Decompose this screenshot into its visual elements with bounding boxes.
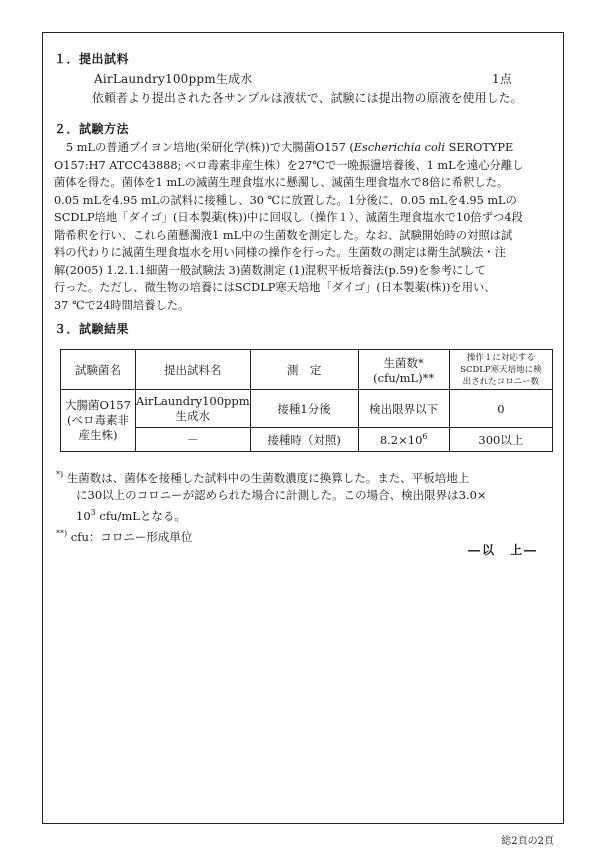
section-3-heading: ３．試験結果 xyxy=(54,322,130,336)
sample-count: 1点 xyxy=(492,72,513,86)
method-line: 解(2005) 1.2.1.1細菌一般試験法 3)菌数測定 (1)混釈平板培養法(p.59)を参考にして xyxy=(54,263,486,277)
method-line: 0.05 mLを4.95 mLの試料に接種し、30 ℃に放置した。1分後に、0.05 mLを4.95 mLの xyxy=(54,193,517,207)
sample-cell xyxy=(135,390,250,428)
test-method-paragraph xyxy=(54,139,552,314)
strain-line: 大腸菌O157 xyxy=(65,398,131,412)
section-2-heading: ２．試験方法 xyxy=(54,122,130,136)
header-count-label: 生菌数* xyxy=(383,355,424,370)
notes-block xyxy=(56,466,552,545)
strain-cell xyxy=(61,390,136,452)
count-cell: 検出限界以下 xyxy=(358,390,449,428)
header-colony-count xyxy=(449,350,552,390)
sample-line: AirLaundry100ppm xyxy=(135,393,250,408)
method-line: 階希釈を行い、これら菌懸濁液1 mL中の生菌数を測定した。なお、試験開始時の対照は試 xyxy=(54,228,513,242)
sample-name: AirLaundry100ppm生成水 xyxy=(94,72,253,86)
note-2-mark: **) xyxy=(56,528,68,538)
sample-line: 生成水 xyxy=(175,408,211,423)
table-row xyxy=(61,390,553,428)
header-count-unit: (cfu/mL)** xyxy=(373,370,435,385)
strain-line: (ベロ毒素非 xyxy=(66,413,129,427)
header-colony-line: 操作１に対応する xyxy=(466,352,535,363)
count-base: 8.2×10 xyxy=(379,432,423,447)
header-colony-line: SCDLP寒天培地に検 xyxy=(460,364,542,375)
note-2-line: **) cfu：コロニー形成単位 xyxy=(56,528,193,544)
note-1-line: に30以上のコロニーが認められた場合に計測した。この場合、検出限界は3.0× xyxy=(76,487,487,502)
header-strain: 試験菌名 xyxy=(61,350,136,390)
header-viable-count xyxy=(358,350,449,390)
sample-description: 依頼者より提出された各サンプルは液状で、試験には提出物の原液を使用した。 xyxy=(92,91,523,105)
end-mark: ―以 上― xyxy=(467,543,538,557)
method-line: 菌体を得た。菌体を1 mLの滅菌生理食塩水に懸濁し、滅菌生理食塩水で8倍に希釈した。 xyxy=(54,176,509,189)
strain-line: 産生株) xyxy=(78,428,118,442)
colony-cell: 300以上 xyxy=(449,428,552,452)
section-1-heading: １．提出試料 xyxy=(54,52,130,66)
note-1-mark: *) xyxy=(56,470,64,479)
header-sample: 提出試料名 xyxy=(135,350,250,390)
header-colony-line: 出されたコロニー数 xyxy=(462,376,540,387)
note-1-line: *) 生菌数は、菌体を接種した試料中の生菌数濃度に換算した。また、平板培地上 xyxy=(56,470,470,485)
method-line: 5 mLの普通ブイヨン培地(栄研化学(株))で大腸菌O157 (Escherichia coli SEROTYPE xyxy=(66,141,514,154)
count-exponent: 6 xyxy=(422,432,428,442)
method-line: 料の代わりに滅菌生理食塩水を用い同様の操作を行った。生菌数の測定は衛生試験法・注 xyxy=(54,246,506,259)
measure-cell: 接種時（対照) xyxy=(250,428,358,452)
method-line: 37 ℃で24時間培養した。 xyxy=(54,298,190,312)
header-measure: 測 定 xyxy=(250,350,358,390)
method-line: O157:H7 ATCC43888; ベロ毒素非産生株）を27℃で一晩振盪培養後、1 mLを遠心分離し xyxy=(54,158,524,172)
colony-cell: 0 xyxy=(449,390,552,428)
measure-cell: 接種1分後 xyxy=(250,390,358,428)
page-number: 総2頁の2頁 xyxy=(501,836,554,847)
method-line: 行った。ただし、微生物の培養にはSCDLP寒天培地「ダイゴ」(日本製薬(株))を用い、 xyxy=(54,281,496,294)
count-cell xyxy=(358,428,449,452)
sample-cell: － xyxy=(135,428,250,452)
results-table xyxy=(60,349,553,452)
table-header-row xyxy=(61,350,553,390)
note-1-line: $10^3$ cfu/mLとなる。 xyxy=(76,507,186,523)
method-line: SCDLP培地「ダイゴ」(日本製薬(株))中に回収し（操作１）、滅菌生理食塩水で10倍ずつ4段 xyxy=(54,211,523,224)
